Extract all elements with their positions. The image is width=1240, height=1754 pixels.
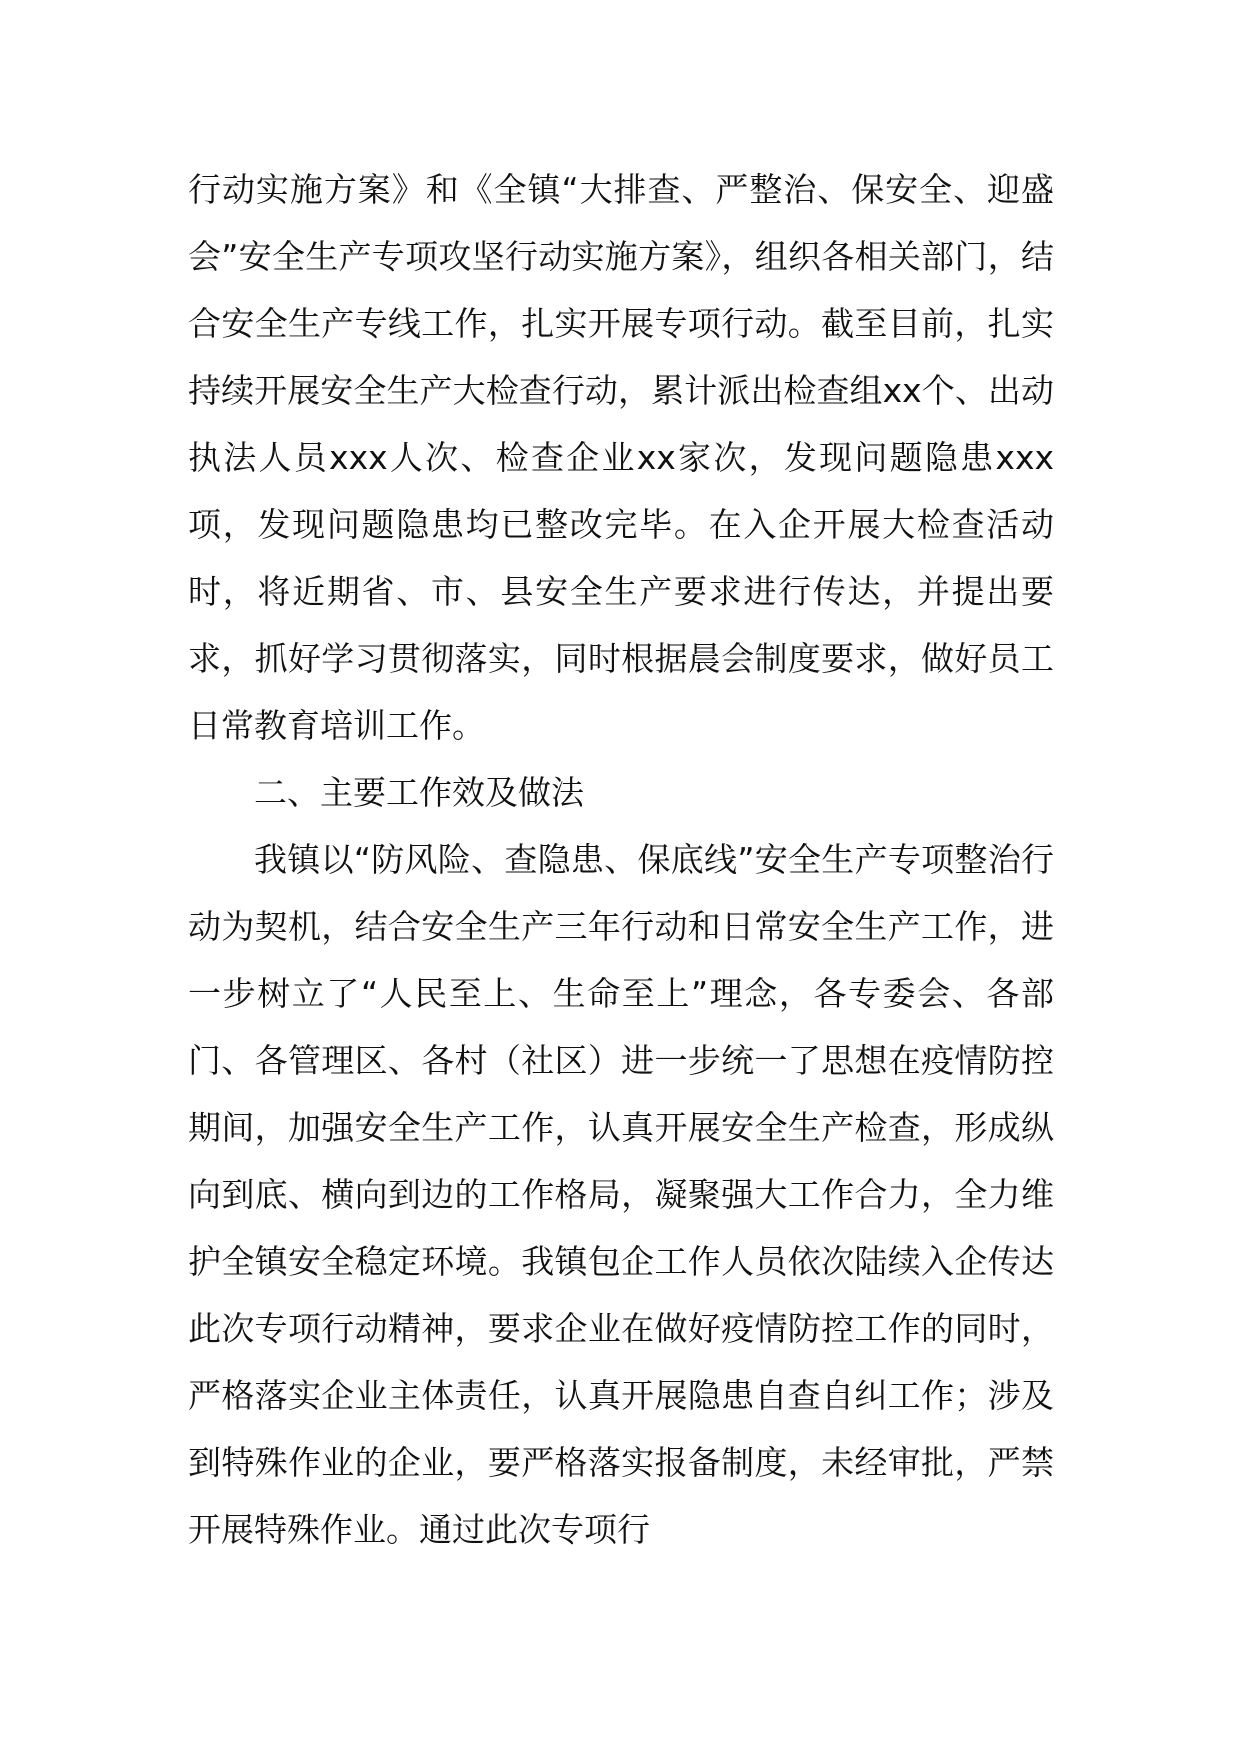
section-paragraph: 我镇以“防风险、查隐患、保底线”安全生产专项整治行动为契机，结合安全生产三年行动和日常安全生产工作，进一步树立了“人民至上、生命至上”理念，各专委会、各部门、各管理区、各村（社区）进一步统一了思想在疫情防控期间，加强安全生产工作，认真开展安全生产检查，形成纵向到底、横向到边的工作格局，凝聚强大工作合力，全力维护全镇安全稳定环境。我镇包企工作人员依次陆续入企传达此次专项行动精神，要求企业在做好疫情防控工作的同时，严格落实企业主体责任，认真开展隐患自查自纠工作；涉及到特殊作业的企业，要严格落实报备制度，未经审批，严禁开展特殊作业。通过此次专项行 <box>188 840 1054 1549</box>
continued-paragraph: 行动实施方案》和《全镇“大排查、严整治、保安全、迎盛会”安全生产专项攻坚行动实施方案》，组织各相关部门，结合安全生产专线工作，扎实开展专项行动。截至目前，扎实持续开展安全生产大检查行动，累计派出检查组xx个、出动执法人员xxx人次、检查企业xx家次，发现问题隐患xxx项，发现问题隐患均已整改完毕。在入企开展大检查活动时，将近期省、市、县安全生产要求进行传达，并提出要求，抓好学习贯彻落实，同时根据晨会制度要求，做好员工日常教育培训工作。 <box>188 170 1054 745</box>
document-body <box>188 156 1054 1563</box>
section-heading: 二、主要工作效及做法 <box>254 773 584 812</box>
